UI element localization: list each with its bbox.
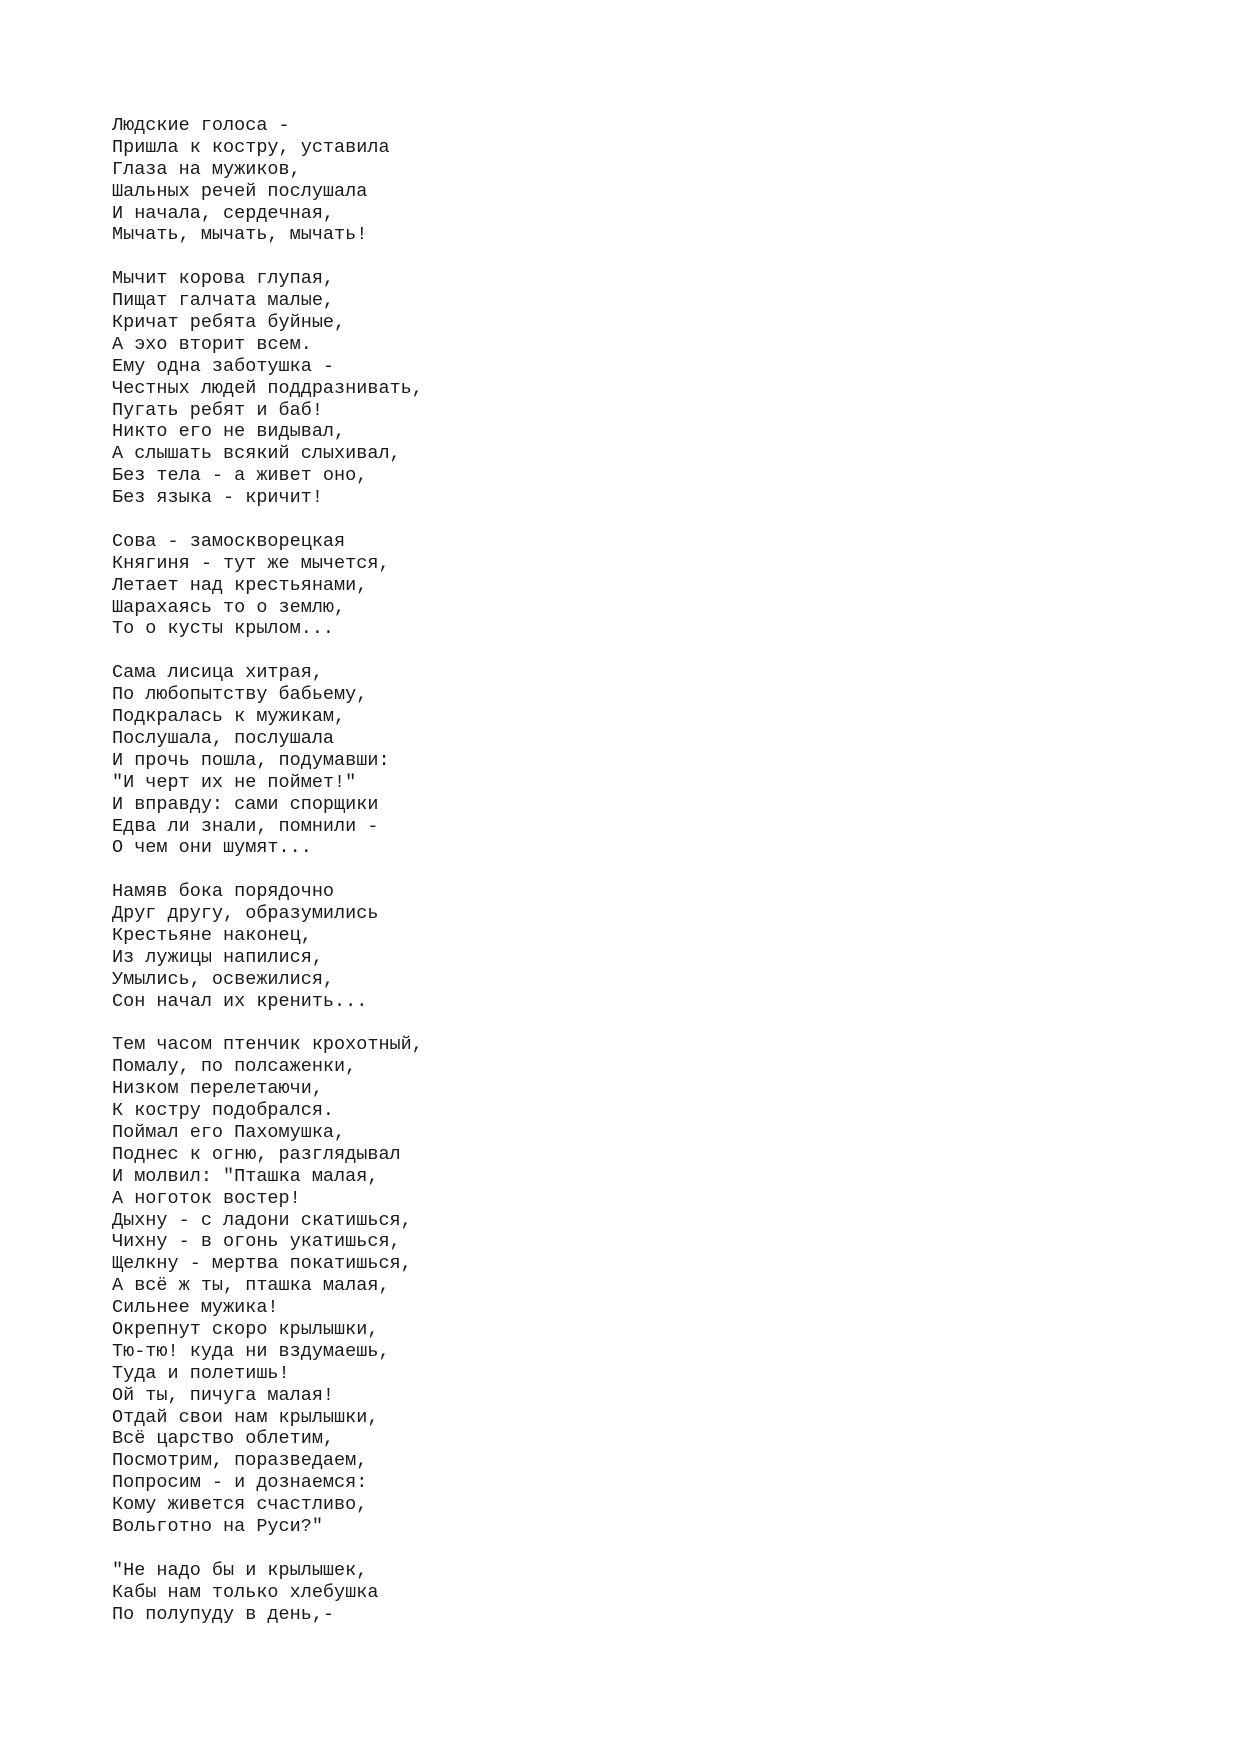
- poem-line: По любопытству бабьему,: [112, 684, 368, 706]
- poem-line: Щелкну - мертва покатишься,: [112, 1253, 412, 1275]
- poem-line: "Не надо бы и крылышек,: [112, 1559, 368, 1581]
- poem-line: Сова - замоскворецкая: [112, 530, 346, 552]
- poem-line: Тем часом птенчик крохотный,: [112, 1034, 423, 1056]
- poem-line: Ему одна заботушка -: [112, 355, 335, 377]
- poem-line: Людские голоса -: [112, 115, 290, 136]
- poem-line: Низком перелетаючи,: [112, 1078, 323, 1100]
- poem-line: Помалу, по полсаженки,: [112, 1056, 357, 1078]
- poem-line: То о кусты крылом...: [112, 618, 335, 640]
- stanza: [112, 531, 1112, 640]
- poem-line: И прочь пошла, подумавши:: [112, 749, 390, 771]
- poem-line: Туда и полетишь!: [112, 1362, 290, 1384]
- poem-line: Всё царство облетим,: [112, 1428, 335, 1450]
- poem-line: Пугать ребят и баб!: [112, 399, 323, 421]
- poem-line: О чем они шумят...: [112, 837, 312, 859]
- poem-line: Чихну - в огонь укатишься,: [112, 1231, 401, 1253]
- poem-line: Попросим - и дознаемся:: [112, 1472, 368, 1494]
- poem-line: Намяв бока порядочно: [112, 881, 335, 903]
- poem-line: Сильнее мужика!: [112, 1297, 279, 1319]
- poem-line: Шарахаясь то о землю,: [112, 596, 346, 618]
- poem-line: А слышать всякий слыхивал,: [112, 443, 401, 465]
- poem-line: Умылись, освежилися,: [112, 968, 335, 990]
- poem-line: Дыхну - с ладони скатишься,: [112, 1209, 412, 1231]
- poem-line: Без тела - а живет оно,: [112, 465, 368, 487]
- poem-line: Вольготно на Руси?": [112, 1516, 323, 1537]
- poem-line: "И черт их не поймет!": [112, 771, 357, 793]
- poem-line: Никто его не видывал,: [112, 421, 346, 443]
- stanza: [112, 115, 1112, 246]
- poem-line: Друг другу, образумились: [112, 903, 379, 925]
- poem-line: Княгиня - тут же мычется,: [112, 552, 390, 574]
- poem-line: Подкралась к мужикам,: [112, 706, 346, 728]
- poem-line: А ноготок востер!: [112, 1187, 301, 1209]
- stanza: [112, 1560, 1112, 1626]
- poem-line: Летает над крестьянами,: [112, 574, 368, 596]
- poem-line: Отдай свои нам крылышки,: [112, 1406, 379, 1428]
- stanza: [112, 881, 1112, 1012]
- poem-line: Поднес к огню, разглядывал: [112, 1143, 401, 1165]
- poem-line: Без языка - кричит!: [112, 487, 323, 509]
- poem-line: Ой ты, пичуга малая!: [112, 1384, 335, 1406]
- poem-line: Кому живется счастливо,: [112, 1494, 368, 1516]
- poem-line: Честных людей поддразнивать,: [112, 377, 423, 399]
- poem-line: Из лужицы напилися,: [112, 946, 323, 968]
- poem-line: И вправду: сами спорщики: [112, 793, 379, 815]
- poem-line: Едва ли знали, помнили -: [112, 815, 379, 837]
- poem-line: Кричат ребята буйные,: [112, 312, 346, 334]
- poem-line: Пищат галчата малые,: [112, 290, 335, 312]
- poem-line: Тю-тю! куда ни вздумаешь,: [112, 1340, 390, 1362]
- poem-line: Посмотрим, поразведаем,: [112, 1450, 368, 1472]
- poem-line: Мычать, мычать, мычать!: [112, 224, 368, 246]
- poem-line: Сон начал их кренить...: [112, 990, 368, 1012]
- poem-line: Поймал его Пахомушка,: [112, 1121, 346, 1143]
- poem-text: [112, 115, 1112, 1625]
- poem-line: Послушала, послушала: [112, 727, 335, 749]
- poem-line: К костру подобрался.: [112, 1100, 335, 1122]
- poem-line: Мычит корова глупая,: [112, 268, 335, 290]
- poem-line: Окрепнут скоро крылышки,: [112, 1318, 379, 1340]
- stanza: [112, 662, 1112, 859]
- poem-line: Пришла к костру, уставила: [112, 136, 390, 158]
- poem-line: Кабы нам только хлебушка: [112, 1581, 379, 1603]
- poem-line: И молвил: "Пташка малая,: [112, 1165, 379, 1187]
- poem-line: Шальных речей послушала: [112, 180, 368, 202]
- poem-line: И начала, сердечная,: [112, 202, 335, 224]
- poem-line: А всё ж ты, пташка малая,: [112, 1275, 390, 1297]
- poem-line: Глаза на мужиков,: [112, 158, 301, 180]
- poem-line: Крестьяне наконец,: [112, 924, 312, 946]
- poem-line: Сама лисица хитрая,: [112, 662, 323, 684]
- poem-line: А эхо вторит всем.: [112, 333, 312, 355]
- stanza: [112, 1034, 1112, 1537]
- poem-line: По полупуду в день,-: [112, 1603, 335, 1625]
- stanza: [112, 268, 1112, 509]
